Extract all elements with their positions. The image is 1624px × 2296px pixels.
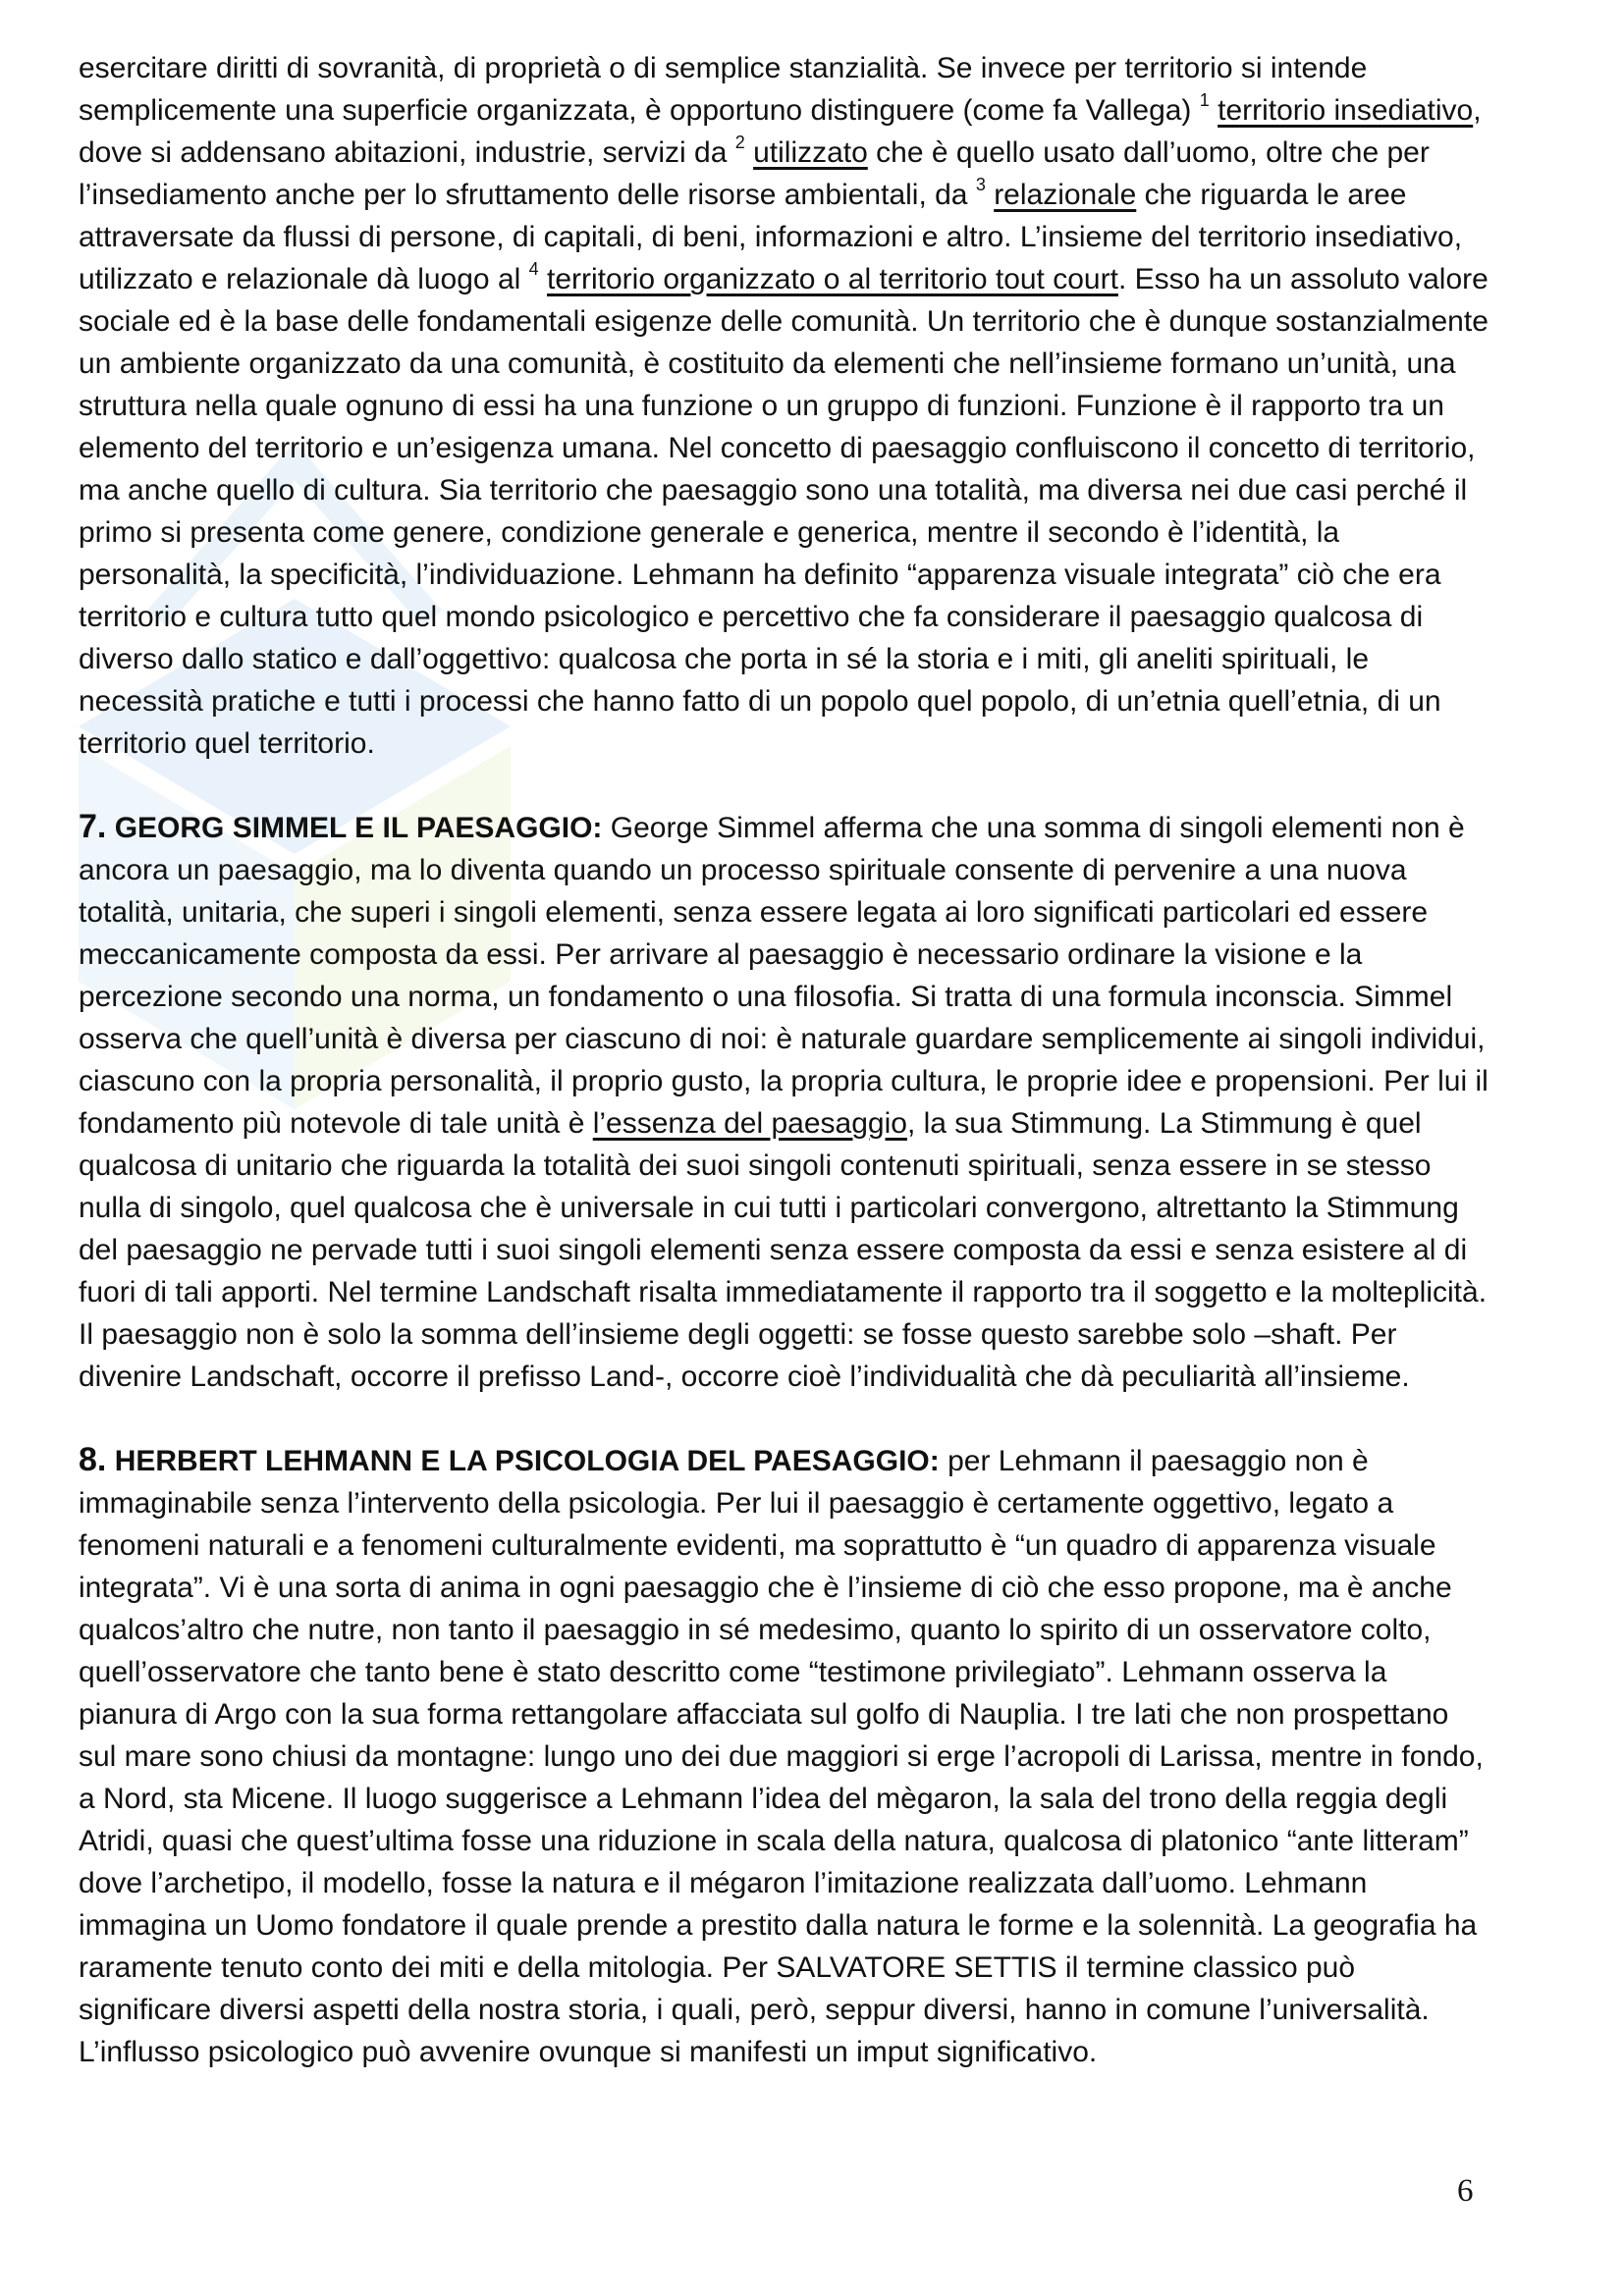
term-utilizzato: utilizzato — [753, 136, 868, 169]
section-7-heading: 7. GEORG SIMMEL E IL PAESAGGIO: — [79, 808, 603, 845]
main-text — [79, 47, 1492, 2073]
page-number: 6 — [1457, 2173, 1474, 2209]
footnote-marker: 2 — [734, 133, 745, 152]
footnote-marker: 3 — [975, 175, 986, 194]
term-territorio-insediativo: territorio insediativo — [1218, 94, 1474, 127]
section-8-heading: 8. HERBERT LEHMANN E LA PSICOLOGIA DEL PAESAGGIO: — [79, 1441, 940, 1478]
section-7-simmel: 7. GEORG SIMMEL E IL PAESAGGIO: George Simmel afferma che una somma di singoli elementi non è ancora un paesaggio, ma lo diventa quando un processo spirituale consente di pervenire a una nuova totalità, unitaria, che superi i singoli elementi, senza essere legata ai loro significati particolari ed essere meccanicamente composta da essi. Per arrivare al paesaggio è necessario ordinare la visione e la percezione secondo una norma, un fondamento o una filosofia. Si tratta di una formula inconscia. Simmel osserva che quell’unità è diversa per ciascuno di noi: è naturale guardare semplicemente ai singoli individui, ciascuno con la propria personalità, il proprio gusto, la propria cultura, le proprie idee e propensioni. Per lui il fondamento più notevole di tale unità è l’essenza del paesaggio, la sua Stimmung. La Stimmung è quel qualcosa di unitario che riguarda la totalità dei suoi singoli contenuti spirituali, senza essere in se stesso nulla di singolo, quel qualcosa che è universale in cui tutti i particolari convergono, altrettanto la Stimmung del paesaggio ne pervade tutti i suoi singoli elementi senza essere composta da essi e senza esistere al di fuori di tali apporti. Nel termine Landschaft risalta immediatamente il rapporto tra il soggetto e la molteplicità. Il paesaggio non è solo la somma dell’insieme degli oggetti: se fosse questo sarebbe solo –shaft. Per divenire Landschaft, occorre il prefisso Land-, occorre cioè l’individualità che dà peculiarità all’insieme. — [79, 808, 1489, 1393]
footnote-marker: 1 — [1199, 90, 1210, 110]
term-relazionale: relazionale — [994, 179, 1137, 211]
paragraph-territorio: esercitare diritti di sovranità, di proprietà o di semplice stanzialità. Se invece per territorio si intende semplicemente una superficie organizzata, è opportuno distinguere (come fa Vallega) $^1$ territorio insediativo, dove si addensano abitazioni, industrie, servizi da $^2$ utilizzato che è quello usato dall’uomo, oltre che per l’insediamento anche per lo sfruttamento delle risorse ambientali, da $^3$ relazionale che riguarda le aree attraversate da flussi di persone, di capitali, di beni, informazioni e altro. L’insieme del territorio insediativo, utilizzato e relazionale dà luogo al $^4$ territorio organizzato o al territorio tout court. Esso ha un assoluto valore sociale ed è la base delle fondamentali esigenze delle comunità. Un territorio che è dunque sostanzialmente un ambiente organizzato da una comunità, è costituito da elementi che nell’insieme formano un’unità, una struttura nella quale ognuno di essi ha una funzione o un gruppo di funzioni. Funzione è il rapporto tra un elemento del territorio e un’esigenza umana. Nel concetto di paesaggio confluiscono il concetto di territorio, ma anche quello di cultura. Sia territorio che paesaggio sono una totalità, ma diversa nei due casi perché il primo si presenta come genere, condizione generale e generica, mentre il secondo è l’identità, la personalità, la specificità, l’individuazione. Lehmann ha definito “apparenza visuale integrata” ciò che era territorio e cultura tutto quel mondo psicologico e percettivo che fa considerare il paesaggio qualcosa di diverso dallo statico e dall’oggettivo: qualcosa che porta in sé la storia e i miti, gli aneliti spirituali, le necessità pratiche e tutti i processi che hanno fatto di un popolo quel popolo, di un’etnia quell’etnia, di un territorio quel territorio. — [79, 52, 1489, 760]
term-territorio-organizzato: territorio organizzato o al territorio tout court — [547, 263, 1118, 295]
term-essenza-del-paesaggio: l’essenza del paesaggio — [592, 1107, 907, 1140]
section-8-lehmann: 8. HERBERT LEHMANN E LA PSICOLOGIA DEL PAESAGGIO: per Lehmann il paesaggio non è immaginabile senza l’intervento della psicologia. Per lui il paesaggio è certamente oggettivo, legato a fenomeni naturali e a fenomeni culturalmente evidenti, ma soprattutto è “un quadro di apparenza visuale integrata”. Vi è una sorta di anima in ogni paesaggio che è l’insieme di ciò che esso propone, ma è anche qualcos’altro che nutre, non tanto il paesaggio in sé medesimo, quanto lo spirito di un osservatore colto, quell’osservatore che tanto bene è stato descritto come “testimone privilegiato”. Lehmann osserva la pianura di Argo con la sua forma rettangolare affacciata sul golfo di Nauplia. I tre lati che non prospettano sul mare sono chiusi da montagne: lungo uno dei due maggiori si erge l’acropoli di Larissa, mentre in fondo, a Nord, sta Micene. Il luogo suggerisce a Lehmann l’idea del mègaron, la sala del trono della reggia degli Atridi, quasi che quest’ultima fosse una riduzione in scala della natura, qualcosa di platonico “ante litteram” dove l’archetipo, il modello, fosse la natura e il mégaron l’imitazione realizzata dall’uomo. Lehmann immagina un Uomo fondatore il quale prende a prestito dalla natura le forme e la solennità. La geografia ha raramente tenuto conto dei miti e della mitologia. Per SALVATORE SETTIS il termine classico può significare diversi aspetti della nostra storia, i quali, però, seppur diversi, hanno in comune l’universalità. L’influsso psicologico può avvenire ovunque si manifesti un imput significativo. — [79, 1441, 1484, 2068]
footnote-marker: 4 — [528, 259, 539, 279]
